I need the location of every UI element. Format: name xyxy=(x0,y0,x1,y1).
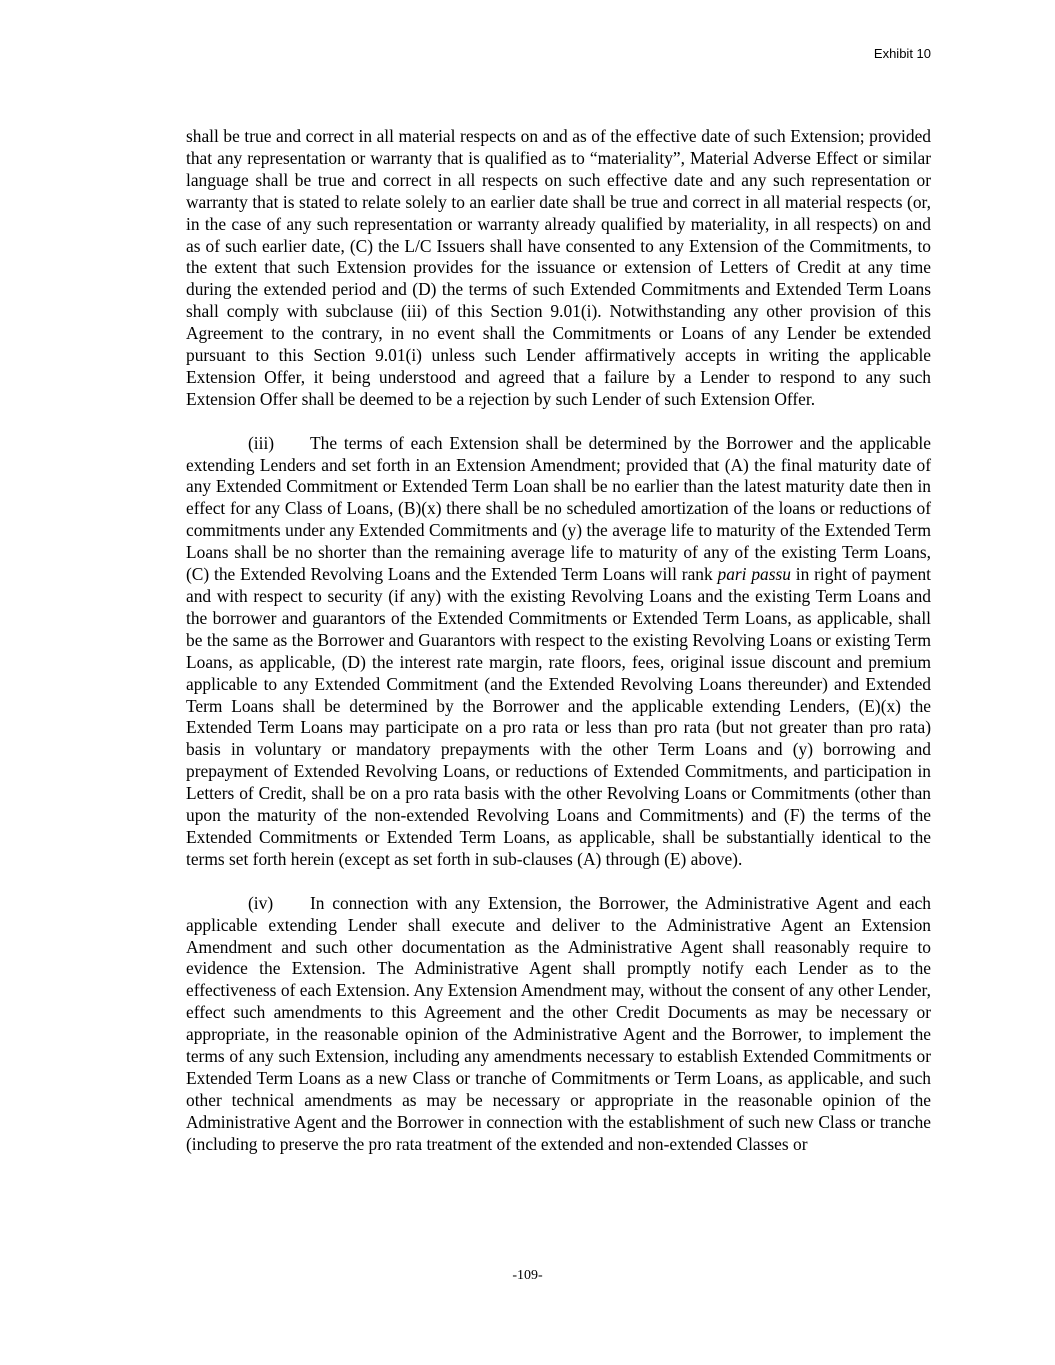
clause-iii-italic-term: pari passu xyxy=(717,564,791,585)
clause-iv-text: In connection with any Extension, the Borrower, the Administrative Agent and each applicable extending Lender shall execute and deliver to the Administrative Agent an Extension Amendment and such other documentation as the Administrative Agent shall reasonably require to evidence the Extension. The Administrative Agent shall promptly notify each Lender as to the effectiveness of each Extension. Any Extension Amendment may, without the consent of any other Lender, effect such amendments to this Agreement and the other Credit Documents as may be necessary or appropriate, in the reasonable opinion of the Administrative Agent and the Borrower, to implement the terms of any such Extension, including any amendments necessary to establish Extended Commitments or Extended Term Loans as a new Class or tranche of Commitments or Term Loans, as applicable, and such other technical amendments as may be necessary or appropriate in the reasonable opinion of the Administrative Agent and the Borrower in connection with the establishment of such new Class or tranche (including to preserve the pro rata treatment of the extended and non-extended Classes or xyxy=(186,892,931,1154)
clause-number-iv: (iv) xyxy=(248,892,274,913)
clause-number-iii: (iii) xyxy=(248,432,275,453)
page-number: -109- xyxy=(512,1268,543,1283)
clause-iii-text-part-2: in right of payment and with respect to security (if any) with the existing Revolving Loans and the existing Term Loans and the borrower and guarantors of the Extended Commitments or Extended Term Loans, as applicable, shall be the same as the Borrower and Guarantors with respect to the existing Revolving Loans or existing Term Loans, as applicable, (D) the interest rate margin, rate floors, fees, original issue discount and premium applicable to any Extended Commitment (and the Extended Revolving Loans thereunder) and Extended Term Loans shall be determined by the Borrower and the applicable extending Lenders, (E)(x) the Extended Term Loans may participate on a pro rata or less than pro rata (but not greater than pro rata) basis in voluntary or mandatory prepayments with the other Term Loans and (y) borrowing and prepayment of Extended Revolving Loans, or reductions of Extended Commitments, and participation in Letters of Credit, shall be on a pro rata basis with the other Revolving Loans or Commitments (other than upon the maturity of the non-extended Revolving Loans and Commitments) and (F) the terms of the Extended Commitments or Extended Term Loans, as applicable, shall be substantially identical to the terms set forth herein (except as set forth in sub-clauses (A) through (E) above). xyxy=(186,564,931,869)
clause-iii-text-part-1: The terms of each Extension shall be determined by the Borrower and the applicable extending Lenders and set forth in an Extension Amendment; provided that (A) the final maturity date of any Extended Commitment or Extended Term Loan shall be no earlier than the latest maturity date then in effect for any Class of Loans, (B)(x) there shall be no scheduled amortization of the loans or reductions of commitments under any Extended Commitments and (y) the average life to maturity of the Extended Term Loans shall be no shorter than the remaining average life to maturity of any of the existing Term Loans, (C) the Extended Revolving Loans and the Extended Term Loans will rank xyxy=(186,432,931,585)
paragraph-clause-iv xyxy=(186,893,931,1156)
document-body xyxy=(186,126,931,1156)
paragraph-clause-iii xyxy=(186,433,931,871)
exhibit-label: Exhibit 10 xyxy=(873,46,931,61)
paragraph-continuation: shall be true and correct in all material respects on and as of the effective date of such Extension; provided that any representation or warranty that is qualified as to “materiality”, Material Adverse Effect or similar language shall be true and correct in all respects on such effective date and any such representation or warranty that is stated to relate solely to an earlier date shall be true and correct in all material respects (or, in the case of any such representation or warranty already qualified by materiality, in all respects) on and as of such earlier date, (C) the L/C Issuers shall have consented to any Extension of the Commitments, to the extent that such Extension provides for the issuance or extension of Letters of Credit at any time during the extended period and (D) the terms of such Extended Commitments and Extended Term Loans shall comply with subclause (iii) of this Section 9.01(i). Notwithstanding any other provision of this Agreement to the contrary, in no event shall the Commitments or Loans of any Lender be extended pursuant to this Section 9.01(i) unless such Lender affirmatively accepts in writing the applicable Extension Offer, it being understood and agreed that a failure by a Lender to respond to any such Extension Offer shall be deemed to be a rejection by such Lender of such Extension Offer. xyxy=(186,126,931,409)
